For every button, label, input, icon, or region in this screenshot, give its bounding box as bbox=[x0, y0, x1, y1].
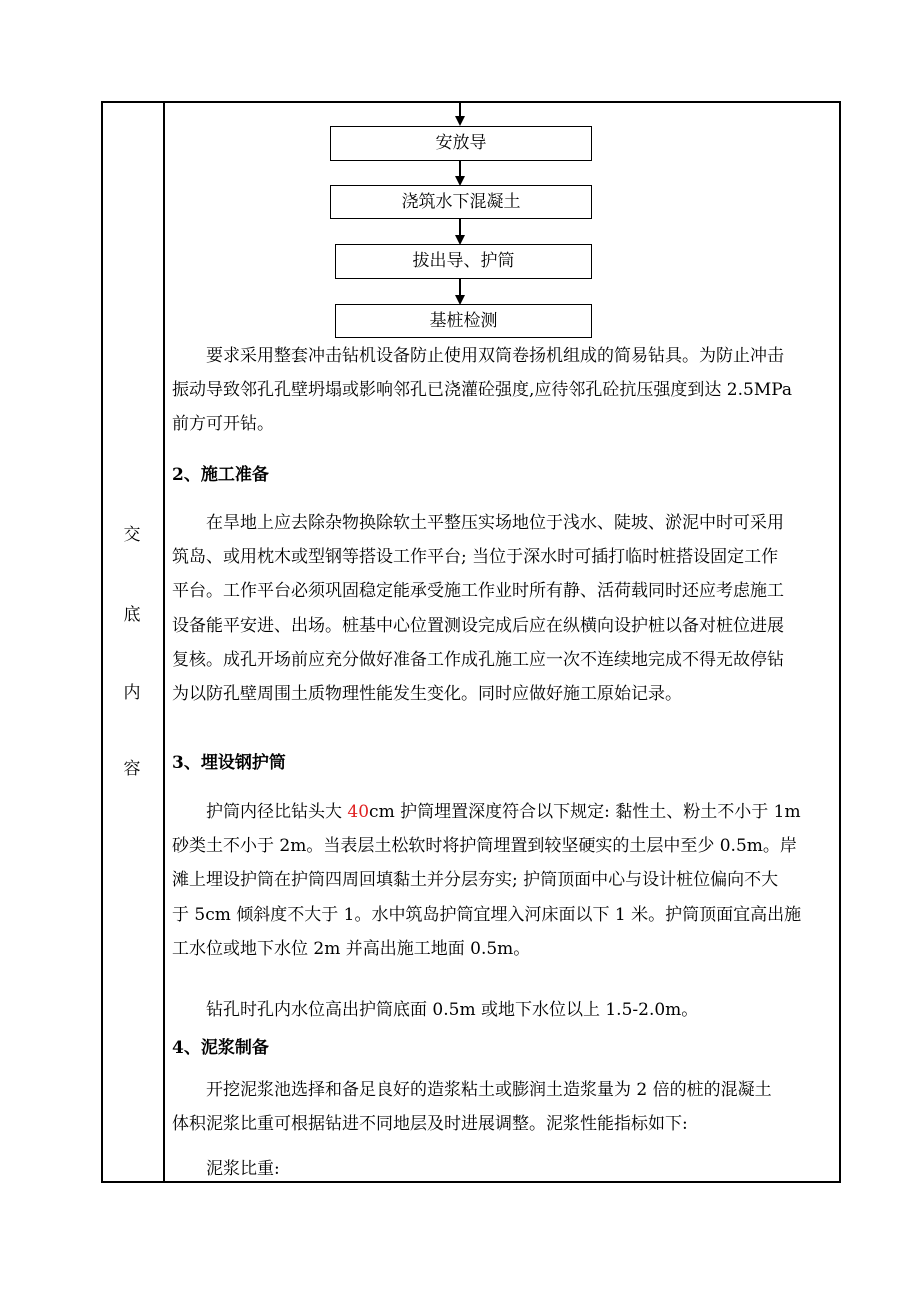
side-label-char: 交 bbox=[123, 525, 141, 545]
side-label-char: 内 bbox=[123, 683, 141, 703]
text-line: 开挖泥浆池选择和备足良好的造浆粘土或膨润土造浆量为 2 倍的桩的混凝土 bbox=[206, 1080, 772, 1100]
text-line: 筑岛、或用枕木或型钢等搭设工作平台; 当位于深水时可插打临时桩搭设固定工作 bbox=[172, 547, 779, 568]
section3-paragraph bbox=[172, 795, 832, 966]
text-line: 泥浆比重: bbox=[206, 1159, 280, 1179]
column-divider bbox=[163, 101, 165, 1183]
flow-step-2: 浇筑水下混凝土 bbox=[330, 185, 592, 219]
section4-heading: 4、泥浆制备 bbox=[172, 1038, 269, 1058]
text-line: 在旱地上应去除杂物换除软土平整压实场地位于浅水、陡坡、淤泥中时可采用 bbox=[206, 513, 784, 533]
text-line: 工水位或地下水位 2m 并高出施工地面 0.5m。 bbox=[172, 938, 531, 959]
text-line: 振动导致邻孔孔壁坍塌或影响邻孔已浇灌砼强度,应待邻孔砼抗压强度到达 2.5MPa bbox=[172, 380, 793, 401]
text-line: 要求采用整套冲击钻机设备防止使用双筒卷扬机组成的简易钻具。为防止冲击 bbox=[206, 346, 784, 366]
text-line: 砂类土不小于 2m。当表层土松软时将护筒埋置到较坚硬实的土层中至少 0.5m。岸 bbox=[172, 836, 797, 857]
section3-extra bbox=[172, 993, 832, 1027]
text-line: 前方可开钻。 bbox=[172, 414, 274, 435]
text-line: 为以防孔壁周围土质物理性能发生变化。同时应做好施工原始记录。 bbox=[172, 684, 682, 705]
text-line: 于 5cm 倾斜度不大于 1。水中筑岛护筒宜埋入河床面以下 1 米。护筒顶面宜高出施 bbox=[172, 904, 802, 925]
flow-arrow bbox=[459, 103, 461, 117]
text-segment: 护筒内径比钻头大 bbox=[206, 802, 348, 822]
flow-arrow bbox=[459, 161, 461, 177]
flow-step-4: 基桩检测 bbox=[335, 304, 592, 338]
flow-arrow bbox=[459, 219, 461, 235]
side-label-char: 底 bbox=[123, 605, 141, 625]
text-line: 体积泥浆比重可根据钻进不同地层及时进展调整。泥浆性能指标如下: bbox=[172, 1114, 688, 1135]
section4-last bbox=[172, 1152, 832, 1186]
section2-paragraph bbox=[172, 506, 832, 711]
text-line: 设备能平安进、出场。桩基中心位置测设完成后应在纵横向设护桩以备对桩位进展 bbox=[172, 615, 784, 636]
text-line: 钻孔时孔内水位高出护筒底面 0.5m 或地下水位以上 1.5-2.0m。 bbox=[206, 1000, 699, 1020]
text-line: 复核。成孔开场前应充分做好准备工作成孔施工应一次不连续地完成不得无故停钻 bbox=[172, 649, 784, 670]
flow-step-1: 安放导 bbox=[330, 126, 592, 161]
text-segment: cm 护筒埋置深度符合以下规定: 黏性土、粉土不小于 1m bbox=[369, 802, 801, 822]
text-line: 滩上埋设护筒在护筒四周回填黏土并分层夯实; 护筒顶面中心与设计桩位偏向不大 bbox=[172, 870, 779, 891]
arrow-head-icon bbox=[455, 116, 465, 126]
side-label-char: 容 bbox=[123, 759, 141, 779]
flow-step-3: 拔出导、护筒 bbox=[335, 244, 592, 279]
section3-heading: 3、埋设钢护筒 bbox=[172, 753, 286, 773]
flow-arrow bbox=[459, 279, 461, 295]
highlighted-value: 40 bbox=[347, 802, 370, 822]
text-line bbox=[172, 795, 832, 829]
section1-paragraph bbox=[172, 339, 832, 442]
text-line: 平台。工作平台必须巩固稳定能承受施工作业时所有静、活荷载同时还应考虑施工 bbox=[172, 581, 784, 602]
section2-heading: 2、施工准备 bbox=[172, 465, 269, 485]
section4-paragraph bbox=[172, 1073, 832, 1141]
